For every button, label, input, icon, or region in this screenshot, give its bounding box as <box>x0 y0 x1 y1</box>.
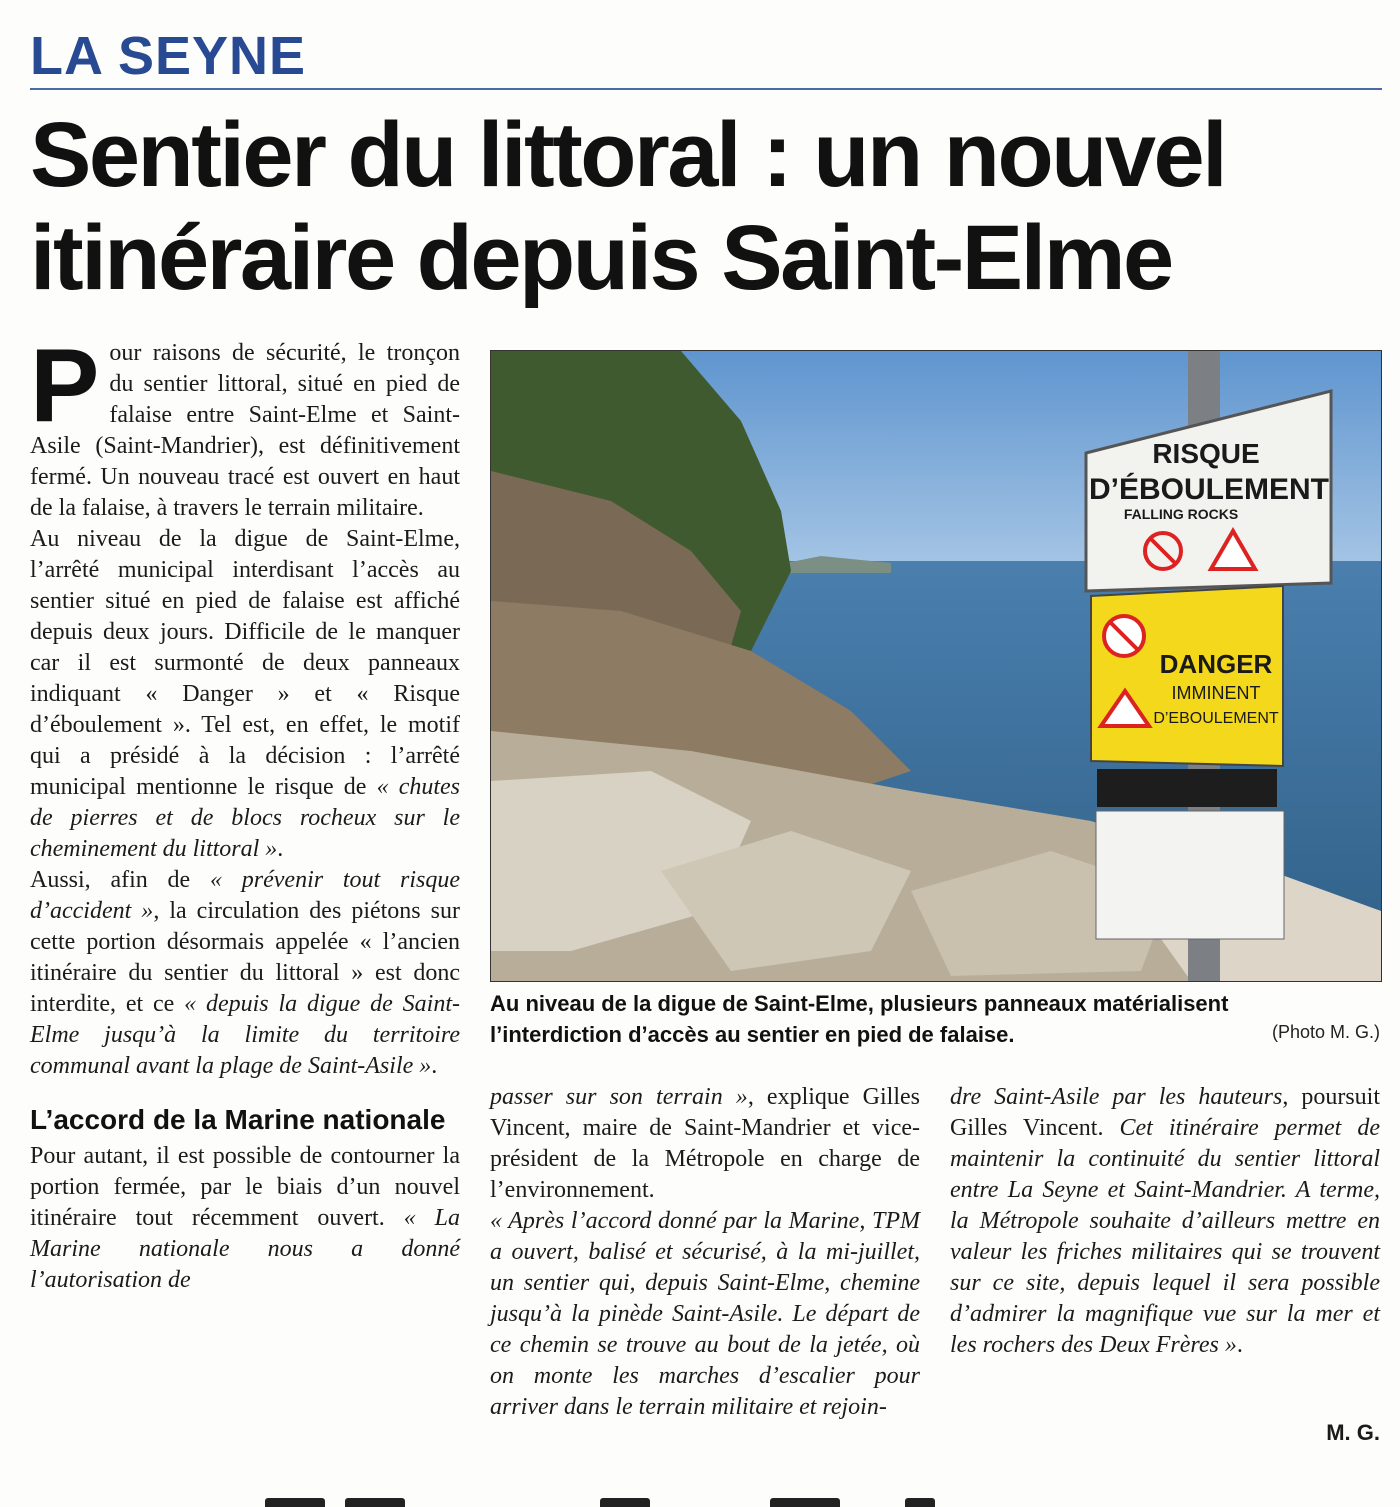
paragraph-4-quote: « La Marine nationale nous a donné l’autorisation de <box>30 1205 460 1293</box>
paragraph-3 <box>30 865 460 1082</box>
paragraph-5-quote: passer sur son terrain » <box>490 1084 748 1110</box>
cutoff-glyph <box>345 1498 405 1507</box>
section-rubric: LA SEYNE <box>30 26 307 86</box>
drop-cap: P <box>30 328 100 444</box>
paragraph-6 <box>490 1206 920 1423</box>
author-signature: M. G. <box>1326 1420 1380 1445</box>
next-article-cutoff <box>0 1492 1400 1507</box>
paragraph-3-quote-2: « depuis la digue de Saint-Elme jusqu’à la limite du territoire communal avant la plage de Saint-Asile » <box>30 991 460 1079</box>
subheading: L’accord de la Marine nationale <box>30 1104 446 1135</box>
paragraph-4 <box>30 1141 460 1296</box>
headline-line-1: Sentier du littoral : un nouvel <box>30 104 1226 206</box>
paragraph-3-text-c: . <box>431 1053 438 1079</box>
cutoff-glyph <box>265 1498 325 1507</box>
sign-2-line-1: DANGER <box>1159 649 1273 679</box>
paragraph-1-text: our raisons de sécurité, le tronçon du sentier littoral, situé en pied de falaise entre Saint-Elme et Saint-Asile (Saint-Mandrier), est définitivement fermé. Un nouveau tracé est ouvert en haut de la falaise, à travers le terrain militaire. <box>30 340 460 521</box>
cutoff-glyph <box>770 1498 840 1507</box>
headline <box>30 104 1390 310</box>
photo-illustration <box>491 351 1381 981</box>
cutoff-glyph <box>600 1498 650 1507</box>
photo-credit: (Photo M. G.) <box>1271 1022 1380 1042</box>
cutoff-glyph <box>905 1498 935 1507</box>
paragraph-7-text: , poursuit Gilles Vincent. <box>950 1084 1380 1141</box>
paragraph-7-quote-1: dre Saint-Asile par les hauteurs <box>950 1084 1283 1110</box>
paragraph-1 <box>30 328 460 524</box>
sign-2-line-2: IMMINENT <box>1171 683 1261 703</box>
paragraph-2 <box>30 524 460 865</box>
sign-notice-band <box>1097 769 1277 807</box>
rubric-divider <box>30 88 1382 90</box>
paragraph-5-text: , explique Gilles Vincent, maire de Saint-Mandrier et vice-président de la Métropole en charge de l’environnement. <box>490 1084 921 1203</box>
paragraph-7-end: . <box>1236 1332 1243 1358</box>
paragraph-3-text-b: , la circulation des piétons sur cette portion désormais appelée « l’ancien itinéraire du sentier du littoral » est donc interdite, et ce <box>30 898 460 1017</box>
caption-line-2: l’interdiction d’accès au sentier en pied de falaise. <box>490 1022 1015 1047</box>
posted-decree <box>1096 811 1284 939</box>
photo-caption <box>490 988 1380 1050</box>
sign-danger <box>1091 586 1284 939</box>
paragraph-7-quote-2: Cet itinéraire permet de maintenir la continuité du sentier littoral entre La Seyne et Saint-Mandrier. A terme, la Métropole souhaite d’ailleurs mettre en valeur les friches militaires qui se trouvent sur ce site, depuis lequel il sera possible d’admirer la magnifique vue sur la mer et les rochers des Deux Frères » <box>950 1115 1380 1358</box>
paragraph-3-text-a: Aussi, afin de <box>30 867 210 893</box>
sign-1-line-3: FALLING ROCKS <box>1123 506 1239 522</box>
paragraph-2-text-a: Au niveau de la digue de Saint-Elme, l’arrêté municipal interdisant l’accès au sentier situé en pied de falaise est affiché depuis deux jours. Difficile de le manquer car il est surmonté de deux panneaux indiquant « Danger » et « Risque d’éboulement ». Tel est, en effet, le motif qui a présidé à la décision : l’arrêté municipal mentionne le risque de <box>30 526 460 800</box>
paragraph-6-quote: « Après l’accord donné par la Marine, TPM a ouvert, balisé et sécurisé, à la mi-juillet, un sentier qui, depuis Saint-Elme, chemine jusqu’à la pinède Saint-Asile. Le départ de ce chemin se trouve au bout de la jetée, où on monte les marches d’escalier pour arriver dans le terrain militaire et rejoin- <box>490 1208 920 1420</box>
article-photo <box>490 350 1382 982</box>
article-column-3 <box>950 1082 1380 1361</box>
paragraph-4-text: Pour autant, il est possible de contourner la portion fermée, par le biais d’un nouvel itinéraire tout récemment ouvert. <box>30 1143 460 1231</box>
article-column-1 <box>30 328 461 1296</box>
sign-1-line-2: D’ÉBOULEMENT <box>1089 473 1329 506</box>
headline-line-2: itinéraire depuis Saint-Elme <box>30 207 1172 309</box>
paragraph-2-text-b: . <box>277 836 284 862</box>
paragraph-3-quote-1: « prévenir tout risque d’accident » <box>30 867 460 924</box>
paragraph-5 <box>490 1082 920 1206</box>
paragraph-7 <box>950 1082 1380 1361</box>
paragraph-2-quote: « chutes de pierres et de blocs rocheux sur le cheminement du littoral » <box>30 774 461 862</box>
article-column-2 <box>490 1082 920 1423</box>
sign-2-line-3: D’EBOULEMENT <box>1153 710 1279 727</box>
sign-1-line-1: RISQUE <box>1152 438 1260 469</box>
caption-line-1: Au niveau de la digue de Saint-Elme, plusieurs panneaux matérialisent <box>490 991 1229 1016</box>
